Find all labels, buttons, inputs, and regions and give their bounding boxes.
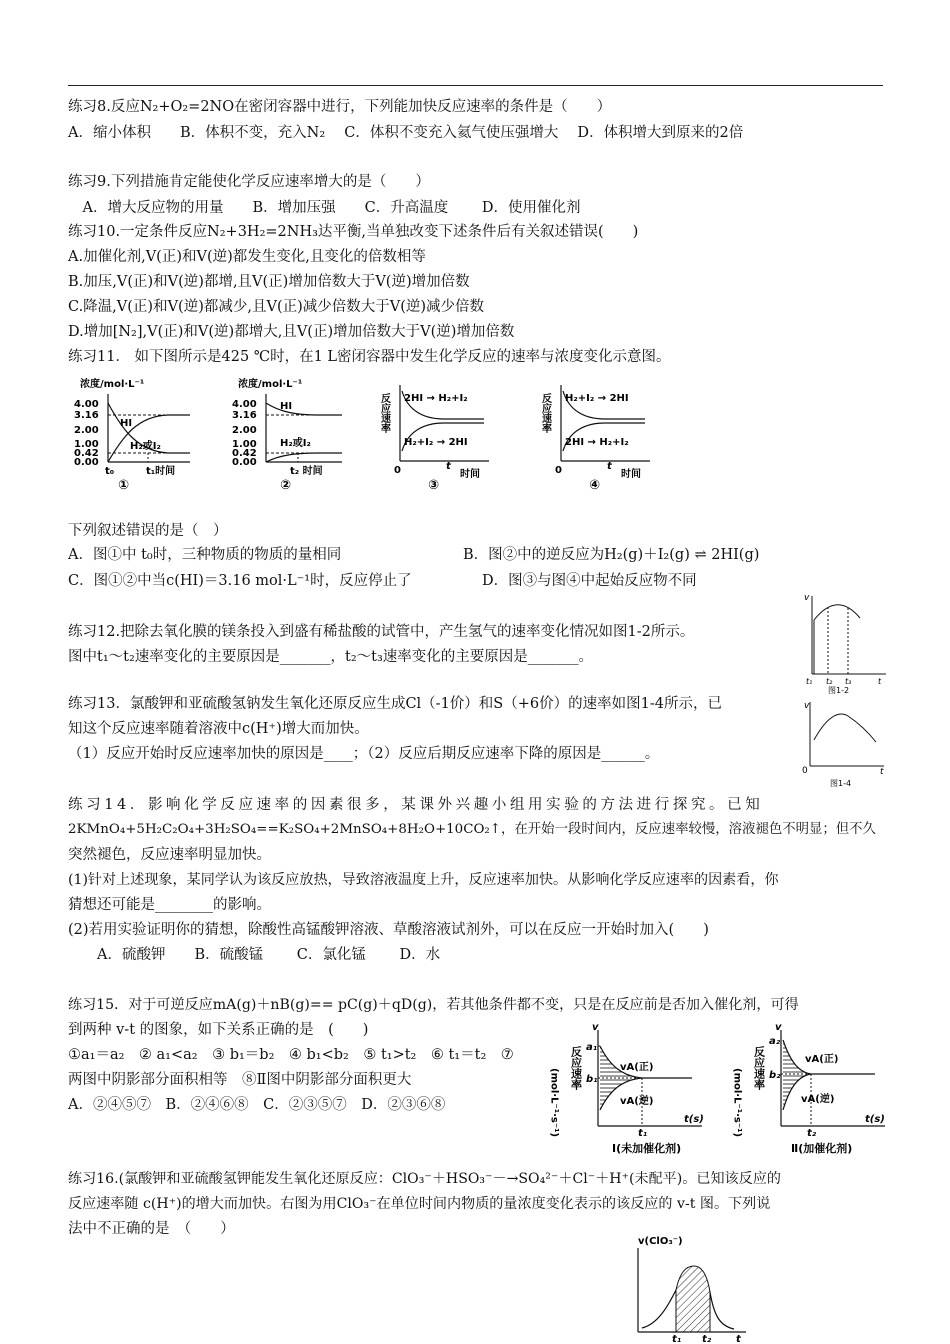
q15-line-4: 两图中阴影部分面积相等 ⑧Ⅱ图中阴影部分面积更大	[68, 1072, 412, 1088]
q11-option-b: B．图②中的逆反应为H₂(g)＋I₂(g) ⇌ 2HI(g)	[463, 547, 760, 563]
q15-line-5: A．②④⑤⑦ B．②④⑥⑧ C．②③⑤⑦ D．②③⑥⑧	[68, 1097, 446, 1113]
q10-option-d: D.增加[N₂],V(正)和V(逆)都增大,且V(正)增加倍数大于V(逆)增加倍数	[68, 324, 515, 340]
fig2-tick-4: 0.42	[232, 448, 257, 459]
q9-stem: 练习9.下列措施肯定能使化学反应速率增大的是（ ）	[68, 174, 430, 190]
fig1-tick-0: 4.00	[74, 399, 99, 410]
q13-fig-caption: 图1-4	[830, 779, 852, 788]
fig4-caption: ④	[589, 478, 601, 493]
q10-option-a: A.加催化剂,V(正)和V(逆)都发生变化,且变化的倍数相等	[68, 249, 426, 265]
q13-fig-t: t	[880, 767, 884, 777]
fig4-ylabel: 反应速率	[539, 393, 551, 433]
fig2-caption: ②	[280, 478, 292, 493]
fig1-t1: t₁时间	[146, 466, 176, 477]
q11-stem: 练习11． 如下图所示是425 ℃时，在1 L密闭容器中发生化学反应的速率与浓度变化示意图。	[68, 349, 671, 365]
q11-option-c: C．图①②中当c(HI)＝3.16 mol·L⁻¹时，反应停止了	[68, 573, 412, 589]
fig1-hi: HI	[120, 418, 133, 429]
fig3-xlabel: 时间	[460, 469, 480, 480]
q8-options: A．缩小体积 B．体积不变，充入N₂ C．体积不变充入氦气使压强增大 D．体积增大到原来的2倍	[68, 125, 744, 141]
q15-figure-1	[548, 1018, 722, 1158]
q13-fig-v: v	[804, 701, 810, 711]
q15-fig2-unit: (mol·L⁻¹·s⁻¹)	[731, 1068, 743, 1138]
q11-option-a: A．图①中 t₀时，三种物质的物质的量相同	[68, 547, 342, 563]
q13-fig-origin: 0	[802, 766, 808, 776]
fig3-t: t	[446, 461, 451, 472]
fig4-bottom: 2HI → H₂+I₂	[565, 437, 629, 448]
q11-ask: 下列叙述错误的是（ ）	[68, 523, 228, 539]
fig1-tick-4: 0.42	[74, 448, 99, 459]
fig4-t: t	[607, 461, 612, 472]
q12-fig-t2: t₂	[826, 677, 833, 686]
fig2-tick-2: 2.00	[232, 425, 257, 436]
fig1-caption: ①	[118, 478, 130, 493]
q15-fig1-ylabel: 反应速率	[569, 1046, 583, 1090]
q15-line-2: 到两种 v-t 的图象，如下关系正确的是 ( )	[68, 1022, 369, 1038]
fig2-tick-1: 3.16	[232, 410, 257, 421]
q16-fig-v: v(ClO₃⁻)	[638, 1236, 683, 1247]
q13-line-1: 练习13．氯酸钾和亚硫酸氢钠发生氧化还原反应生成Cl（-1价）和S（+6价）的速率如图1-4所示，已	[68, 696, 722, 712]
q16-fig-t2: t₂	[702, 1334, 712, 1344]
q15-fig2-v: v	[775, 1022, 782, 1033]
q15-fig1-a: a₁	[586, 1042, 598, 1053]
q9-options: A．增大反应物的用量 B．增加压强 C．升高温度 D．使用催化剂	[68, 200, 581, 216]
q13-figure	[796, 698, 890, 792]
q14-line-1: 练习14．影响化学反应速率的因素很多，某课外兴趣小组用实验的方法进行探究。已知	[68, 797, 764, 813]
q16-figure	[622, 1230, 752, 1344]
q12-fig-v: v	[804, 593, 810, 603]
q15-fig1-unit: (mol·L⁻¹·s⁻¹)	[548, 1068, 560, 1138]
fig3-top: 2HI → H₂+I₂	[404, 393, 468, 404]
fig2-tick-0: 4.00	[232, 399, 257, 410]
q11-figure-3	[378, 381, 504, 493]
q14-line-3: 突然褪色，反应速率明显加快。	[68, 847, 271, 863]
fig3-bottom: H₂+I₂ → 2HI	[404, 437, 468, 448]
q13-line-3: （1）反应开始时反应速率加快的原因是____；（2）反应后期反应速率下降的原因是______。	[68, 746, 660, 762]
q12-figure	[800, 590, 890, 695]
fig1-h2i2: H₂或I₂	[130, 441, 161, 452]
q16-fig-t: t	[736, 1334, 741, 1344]
q16-line-2: 反应速率随 c(H⁺)的增大而加快。右图为用ClO₃⁻在单位时间内物质的量浓度变化表示的该反应的 v-t 图。下列说	[68, 1196, 771, 1212]
q11-option-d: D．图③与图④中起始反应物不同	[482, 573, 697, 589]
q15-fig1-vz: vA(正)	[620, 1062, 654, 1073]
q15-line-3: ①a₁＝a₂ ② a₁<a₂ ③ b₁＝b₂ ④ b₁<b₂ ⑤ t₁>t₂ ⑥ t₁＝t₂ ⑦	[68, 1047, 514, 1063]
q15-fig2-vz: vA(正)	[805, 1054, 839, 1065]
q15-fig1-t: t₁	[638, 1128, 648, 1139]
q10-stem: 练习10.一定条件反应N₂+3H₂=2NH₃达平衡,当单独改变下述条件后有关叙述错误( )	[68, 224, 639, 240]
q8-stem: 练习8.反应N₂+O₂=2NO在密闭容器中进行，下列能加快反应速率的条件是（ ）	[68, 99, 612, 115]
q10-option-c: C.降温,V(正)和V(逆)都减少,且V(正)减少倍数大于V(逆)减少倍数	[68, 299, 485, 315]
fig3-caption: ③	[428, 478, 440, 493]
q14-line-4: (1)针对上述现象，某同学认为该反应放热，导致溶液温度上升，反应速率加快。从影响化学反应速率的因素看，你	[68, 872, 779, 888]
q15-fig1-b: b₁	[586, 1074, 598, 1085]
q11-figure-4	[539, 381, 665, 493]
fig2-h2i2: H₂或I₂	[280, 438, 311, 449]
q15-fig1-v: v	[592, 1022, 599, 1033]
q12-fig-t1: t₁	[806, 677, 813, 686]
fig3-origin: 0	[394, 465, 401, 476]
q15-fig1-caption: Ⅰ(未加催化剂)	[612, 1142, 682, 1155]
fig2-tick-3: 1.00	[232, 439, 257, 450]
fig4-origin: 0	[555, 465, 562, 476]
q15-fig1-ts: t(s)	[684, 1114, 704, 1125]
q16-line-3: 法中不正确的是 （ ）	[68, 1221, 235, 1237]
q16-fig-t1: t₁	[672, 1334, 682, 1344]
fig1-tick-1: 3.16	[74, 410, 99, 421]
q14-line-6: (2)若用实验证明你的猜想，除酸性高锰酸钾溶液、草酸溶液试剂外，可以在反应一开始时加入( )	[68, 922, 709, 938]
fig2-t2: t₂ 时间	[290, 466, 323, 477]
q15-fig2-vn: vA(逆)	[801, 1094, 835, 1105]
fig2-hi: HI	[280, 401, 293, 412]
header-rule	[68, 85, 883, 86]
q15-fig2-ts: t(s)	[865, 1114, 885, 1125]
q13-line-2: 知这个反应速率随着溶液中c(H⁺)增大而加快。	[68, 721, 369, 737]
q10-option-b: B.加压,V(正)和V(逆)都增,且V(正)增加倍数大于V(逆)增加倍数	[68, 274, 470, 290]
fig1-t0: t₀	[105, 466, 115, 477]
fig2-tick-5: 0.00	[232, 457, 257, 468]
fig3-ylabel: 反应速率	[378, 393, 390, 433]
q15-figure-2	[731, 1018, 895, 1158]
fig1-tick-5: 0.00	[74, 457, 99, 468]
q12-fig-t: t	[878, 677, 882, 686]
fig1-ylabel: 浓度/mol·L⁻¹	[80, 379, 145, 390]
q12-line-2: 图中t₁～t₂速率变化的主要原因是_______，t₂～t₃速率变化的主要原因是_______。	[68, 649, 594, 665]
q14-line-5: 猜想还可能是________的影响。	[68, 897, 271, 913]
q15-fig2-caption: Ⅱ(加催化剂)	[791, 1142, 853, 1155]
fig4-top: H₂+I₂ → 2HI	[565, 393, 629, 404]
q15-fig2-b: b₂	[769, 1070, 781, 1081]
q14-line-7: A．硫酸钾 B．硫酸锰 C．氯化锰 D．水	[68, 947, 441, 963]
fig1-tick-3: 1.00	[74, 439, 99, 450]
q15-fig1-vn: vA(逆)	[620, 1096, 654, 1107]
q11-figure-1	[68, 376, 198, 491]
q11-figure-2	[230, 376, 360, 491]
q12-fig-caption: 图1-2	[828, 686, 850, 695]
fig4-xlabel: 时间	[621, 469, 641, 480]
fig2-ylabel: 浓度/mol·L⁻¹	[238, 379, 303, 390]
q12-fig-t3: t₃	[845, 677, 852, 686]
q16-line-1: 练习16.(氯酸钾和亚硫酸氢钾能发生氧化还原反应：ClO₃⁻＋HSO₃⁻－→SO₄²⁻＋Cl⁻＋H⁺(未配平)。已知该反应的	[68, 1171, 781, 1187]
q15-fig2-t: t₂	[807, 1128, 817, 1139]
q15-fig2-a: a₂	[769, 1036, 781, 1047]
fig1-tick-2: 2.00	[74, 425, 99, 436]
q15-fig2-ylabel: 反应速率	[752, 1046, 766, 1090]
q15-line-1: 练习15．对于可逆反应mA(g)＋nB(g)== pC(g)＋qD(g)，若其他条件都不变，只是在反应前是否加入催化剂，可得	[68, 997, 799, 1013]
q12-line-1: 练习12.把除去氧化膜的镁条投入到盛有稀盐酸的试管中，产生氢气的速率变化情况如图1-2所示。	[68, 624, 695, 640]
q14-line-2: 2KMnO₄+5H₂C₂O₄+3H₂SO₄==K₂SO₄+2MnSO₄+8H₂O+10CO₂↑，在开始一段时间内，反应速率较慢，溶液褪色不明显；但不久	[68, 822, 876, 837]
